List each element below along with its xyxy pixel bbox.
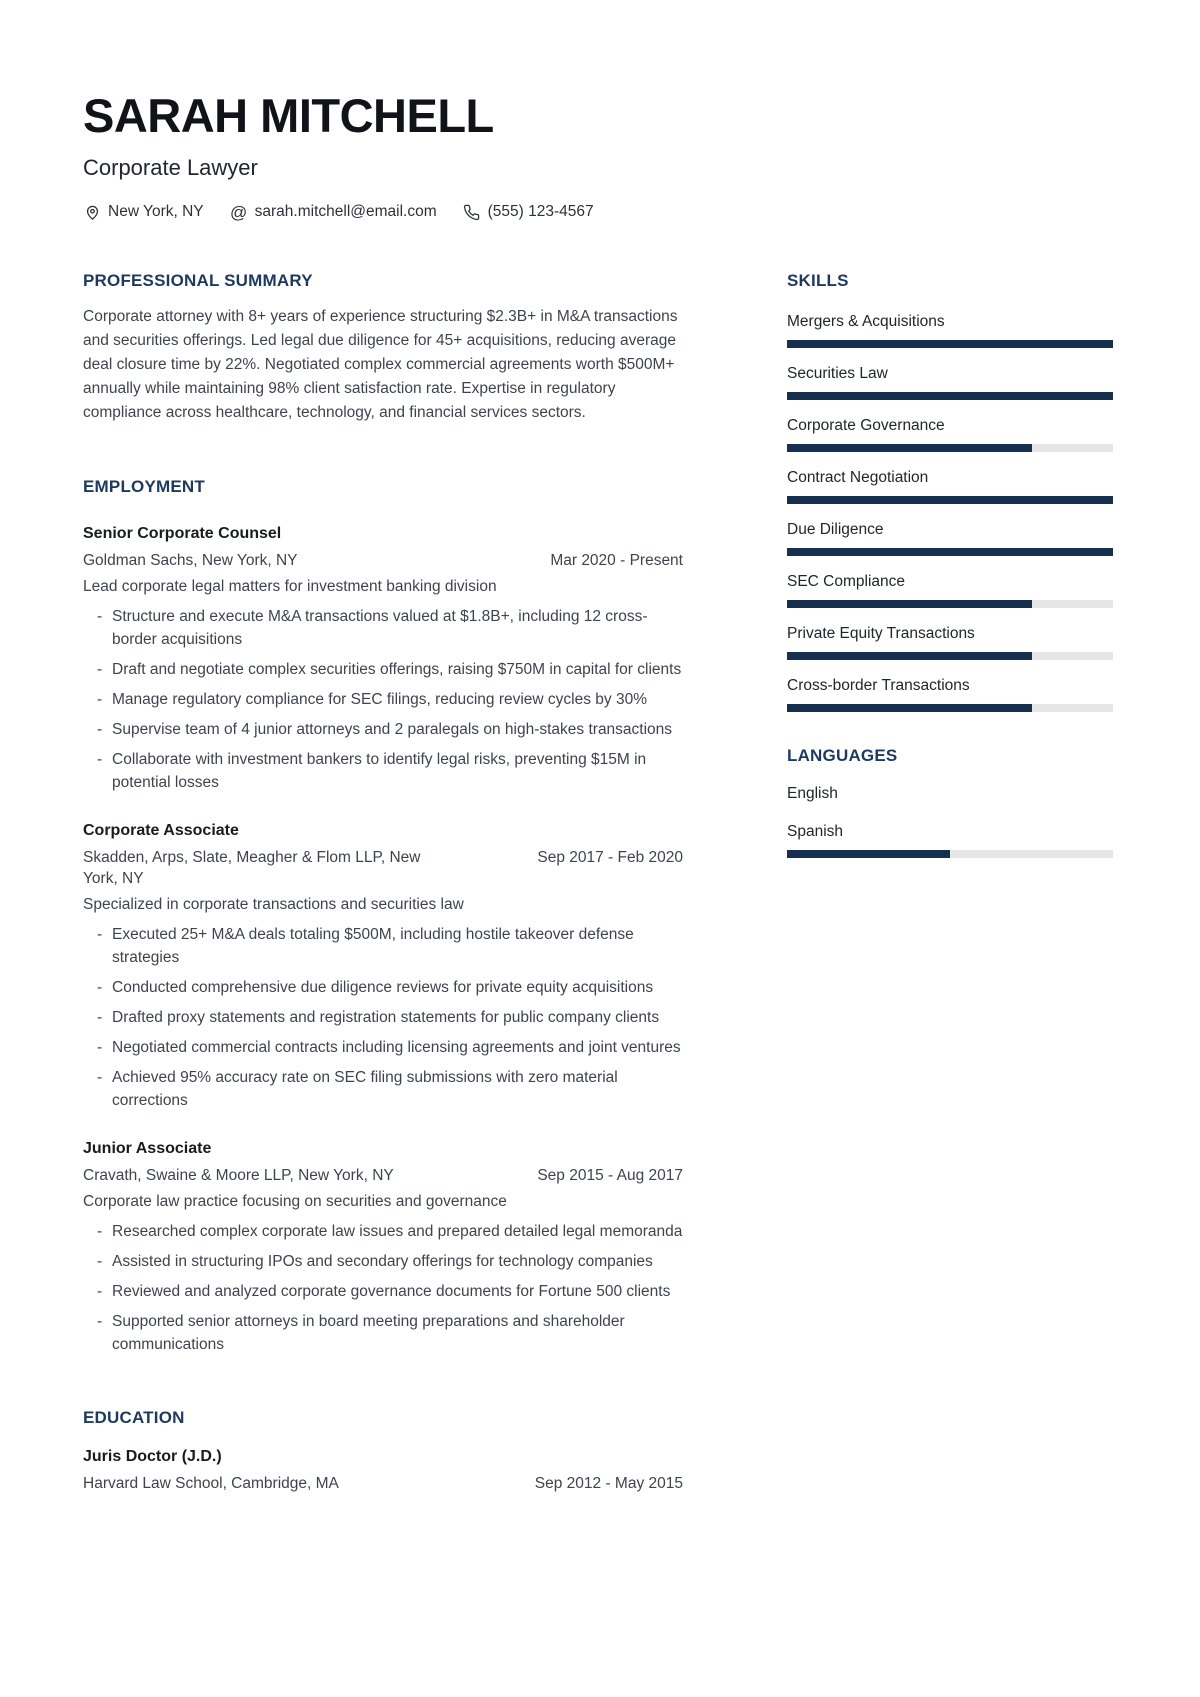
job-bullet (83, 1006, 683, 1029)
job-title: Senior Corporate Counsel (83, 525, 282, 542)
job-meta-row (83, 1165, 683, 1186)
job-bullet (83, 976, 683, 999)
contact-email (230, 203, 437, 221)
bullet-text: Manage regulatory compliance for SEC filings, reducing review cycles by 30% (112, 691, 647, 708)
summary-heading: PROFESSIONAL SUMMARY (83, 271, 313, 290)
bullet-dash-marker: - (97, 1069, 103, 1086)
job-title: Junior Associate (83, 1140, 212, 1157)
bullet-dash-marker: - (97, 721, 103, 738)
job-meta-row (83, 847, 683, 889)
bullet-dash-marker: - (97, 1253, 103, 1270)
skill-bar-track (787, 444, 1113, 452)
bullet-text: Structure and execute M&A transactions valued at $1.8B+, including 12 cross-border acquisitions (112, 608, 648, 648)
education-meta-row (83, 1473, 683, 1494)
job-lead-line: Corporate law practice focusing on securities and governance (83, 1193, 507, 1210)
bullet-text: Negotiated commercial contracts including licensing agreements and joint ventures (112, 1039, 681, 1056)
job-bullet (83, 1280, 683, 1303)
skill-item (787, 519, 1113, 556)
bullet-text: Reviewed and analyzed corporate governance documents for Fortune 500 clients (112, 1283, 671, 1300)
skill-label: Mergers & Acquisitions (787, 313, 945, 330)
job-bullet (83, 658, 683, 681)
bullet-text: Executed 25+ M&A deals totaling $500M, including hostile takeover defense strategies (112, 926, 634, 966)
job-lead-line: Specialized in corporate transactions and securities law (83, 896, 464, 913)
person-name: SARAH MITCHELL (83, 89, 494, 142)
section-education (83, 1408, 683, 1494)
section-skills (787, 271, 1113, 712)
skills-heading: SKILLS (787, 271, 849, 290)
language-label: English (787, 785, 838, 802)
languages-heading: LANGUAGES (787, 746, 898, 765)
person-role-title: Corporate Lawyer (83, 155, 258, 180)
skill-label: Contract Negotiation (787, 469, 929, 486)
job-bullet (83, 1036, 683, 1059)
bullet-text: Drafted proxy statements and registration statements for public company clients (112, 1009, 660, 1026)
skill-label: Private Equity Transactions (787, 625, 975, 642)
bullet-text: Supported senior attorneys in board meeting preparations and shareholder communications (112, 1313, 625, 1353)
bullet-dash-marker: - (97, 926, 103, 943)
bullet-text: Supervise team of 4 junior attorneys and 2 paralegals on high-stakes transactions (112, 721, 673, 738)
skill-item (787, 623, 1113, 660)
skill-label: Corporate Governance (787, 417, 945, 434)
job-bullet-list (83, 923, 683, 1112)
skill-bar-fill (787, 444, 1032, 452)
job-company: Skadden, Arps, Slate, Meagher & Flom LLP, New York, NY (83, 849, 421, 887)
at-sign-icon: @ (230, 202, 248, 222)
section-employment (83, 477, 683, 1356)
skill-bar-fill (787, 496, 1113, 504)
skill-item (787, 311, 1113, 348)
job-bullet (83, 688, 683, 711)
two-column-layout (83, 271, 1113, 1494)
skill-bar-track (787, 340, 1113, 348)
bullet-text: Achieved 95% accuracy rate on SEC filing submissions with zero material corrections (112, 1069, 618, 1109)
skill-bar-track (787, 392, 1113, 400)
language-item (787, 821, 1113, 858)
education-degree: Juris Doctor (J.D.) (83, 1448, 222, 1465)
bullet-dash-marker: - (97, 1009, 103, 1026)
bullet-text: Assisted in structuring IPOs and secondary offerings for technology companies (112, 1253, 653, 1270)
job-bullet (83, 748, 683, 794)
language-list (787, 783, 1113, 858)
language-label: Spanish (787, 823, 844, 840)
resume-header (83, 89, 1113, 222)
job-title: Corporate Associate (83, 822, 239, 839)
job-bullet (83, 718, 683, 741)
job-bullet (83, 1220, 683, 1243)
skill-bar-track (787, 652, 1113, 660)
bullet-dash-marker: - (97, 691, 103, 708)
job-meta-row (83, 550, 683, 571)
skill-list (787, 311, 1113, 712)
sidebar-column (787, 271, 1113, 1494)
skill-item (787, 467, 1113, 504)
bullet-dash-marker: - (97, 1283, 103, 1300)
bullet-text: Conducted comprehensive due diligence reviews for private equity acquisitions (112, 979, 654, 996)
education-school: Harvard Law School, Cambridge, MA (83, 1475, 339, 1492)
skill-label: SEC Compliance (787, 573, 906, 590)
job-dates: Mar 2020 - Present (550, 552, 683, 569)
job-dates: Sep 2017 - Feb 2020 (537, 849, 683, 866)
location-pin-icon (83, 203, 101, 221)
language-bar-track (787, 850, 1113, 858)
summary-text: Corporate attorney with 8+ years of experience structuring $2.3B+ in M&A transactions and securities offerings. Led legal due diligence for 45+ acquisitions, reducing average deal closure time by 22%. Negotiated complex commercial agreements worth $500M+ annually while maintaining 98% client satisfaction rate. Expertise in regulatory compliance across healthcare, technology, and financial services sectors. (83, 308, 678, 421)
skill-label: Due Diligence (787, 521, 884, 538)
skill-item (787, 571, 1113, 608)
skill-bar-track (787, 548, 1113, 556)
bullet-dash-marker: - (97, 979, 103, 996)
skill-item (787, 363, 1113, 400)
skill-label: Cross-border Transactions (787, 677, 970, 694)
bullet-dash-marker: - (97, 1223, 103, 1240)
skill-bar-fill (787, 340, 1113, 348)
section-professional-summary (83, 271, 683, 425)
skill-bar-fill (787, 652, 1032, 660)
education-entry (83, 1446, 683, 1494)
bullet-dash-marker: - (97, 1039, 103, 1056)
section-languages (787, 746, 1113, 858)
language-item (787, 783, 1113, 804)
contact-row (83, 203, 1113, 221)
job-bullet (83, 1310, 683, 1356)
contact-phone-text: (555) 123-4567 (487, 203, 594, 220)
education-heading: EDUCATION (83, 1408, 185, 1427)
skill-item (787, 415, 1113, 452)
main-column (83, 271, 683, 1494)
phone-icon (463, 203, 481, 221)
language-bar-fill (787, 850, 950, 858)
education-dates: Sep 2012 - May 2015 (534, 1475, 683, 1492)
job-company: Goldman Sachs, New York, NY (83, 552, 298, 569)
skill-bar-fill (787, 704, 1032, 712)
job-bullet-list (83, 1220, 683, 1356)
contact-email-text: sarah.mitchell@email.com (254, 203, 437, 220)
job-bullet (83, 1066, 683, 1112)
bullet-dash-marker: - (97, 661, 103, 678)
bullet-dash-marker: - (97, 751, 103, 768)
skill-bar-track (787, 704, 1113, 712)
job-entry (83, 820, 683, 1112)
job-bullet (83, 1250, 683, 1273)
job-bullet (83, 605, 683, 651)
job-entry (83, 1138, 683, 1356)
skill-bar-track (787, 600, 1113, 608)
skill-bar-fill (787, 600, 1032, 608)
bullet-dash-marker: - (97, 608, 103, 625)
skill-label: Securities Law (787, 365, 888, 382)
job-lead-line: Lead corporate legal matters for investment banking division (83, 578, 497, 595)
skill-bar-fill (787, 548, 1113, 556)
job-entry (83, 523, 683, 794)
bullet-text: Researched complex corporate law issues and prepared detailed legal memoranda (112, 1223, 683, 1240)
job-dates: Sep 2015 - Aug 2017 (537, 1167, 683, 1184)
skill-bar-fill (787, 392, 1113, 400)
bullet-dash-marker: - (97, 1313, 103, 1330)
bullet-text: Draft and negotiate complex securities offerings, raising $750M in capital for clients (112, 661, 682, 678)
job-company: Cravath, Swaine & Moore LLP, New York, NY (83, 1167, 394, 1184)
bullet-text: Collaborate with investment bankers to identify legal risks, preventing $15M in potential losses (112, 751, 647, 791)
job-bullet (83, 923, 683, 969)
contact-location-text: New York, NY (108, 203, 204, 220)
skill-bar-track (787, 496, 1113, 504)
job-bullet-list (83, 605, 683, 794)
skill-item (787, 675, 1113, 712)
contact-phone (463, 203, 594, 221)
contact-location (83, 203, 204, 221)
employment-heading: EMPLOYMENT (83, 477, 205, 496)
